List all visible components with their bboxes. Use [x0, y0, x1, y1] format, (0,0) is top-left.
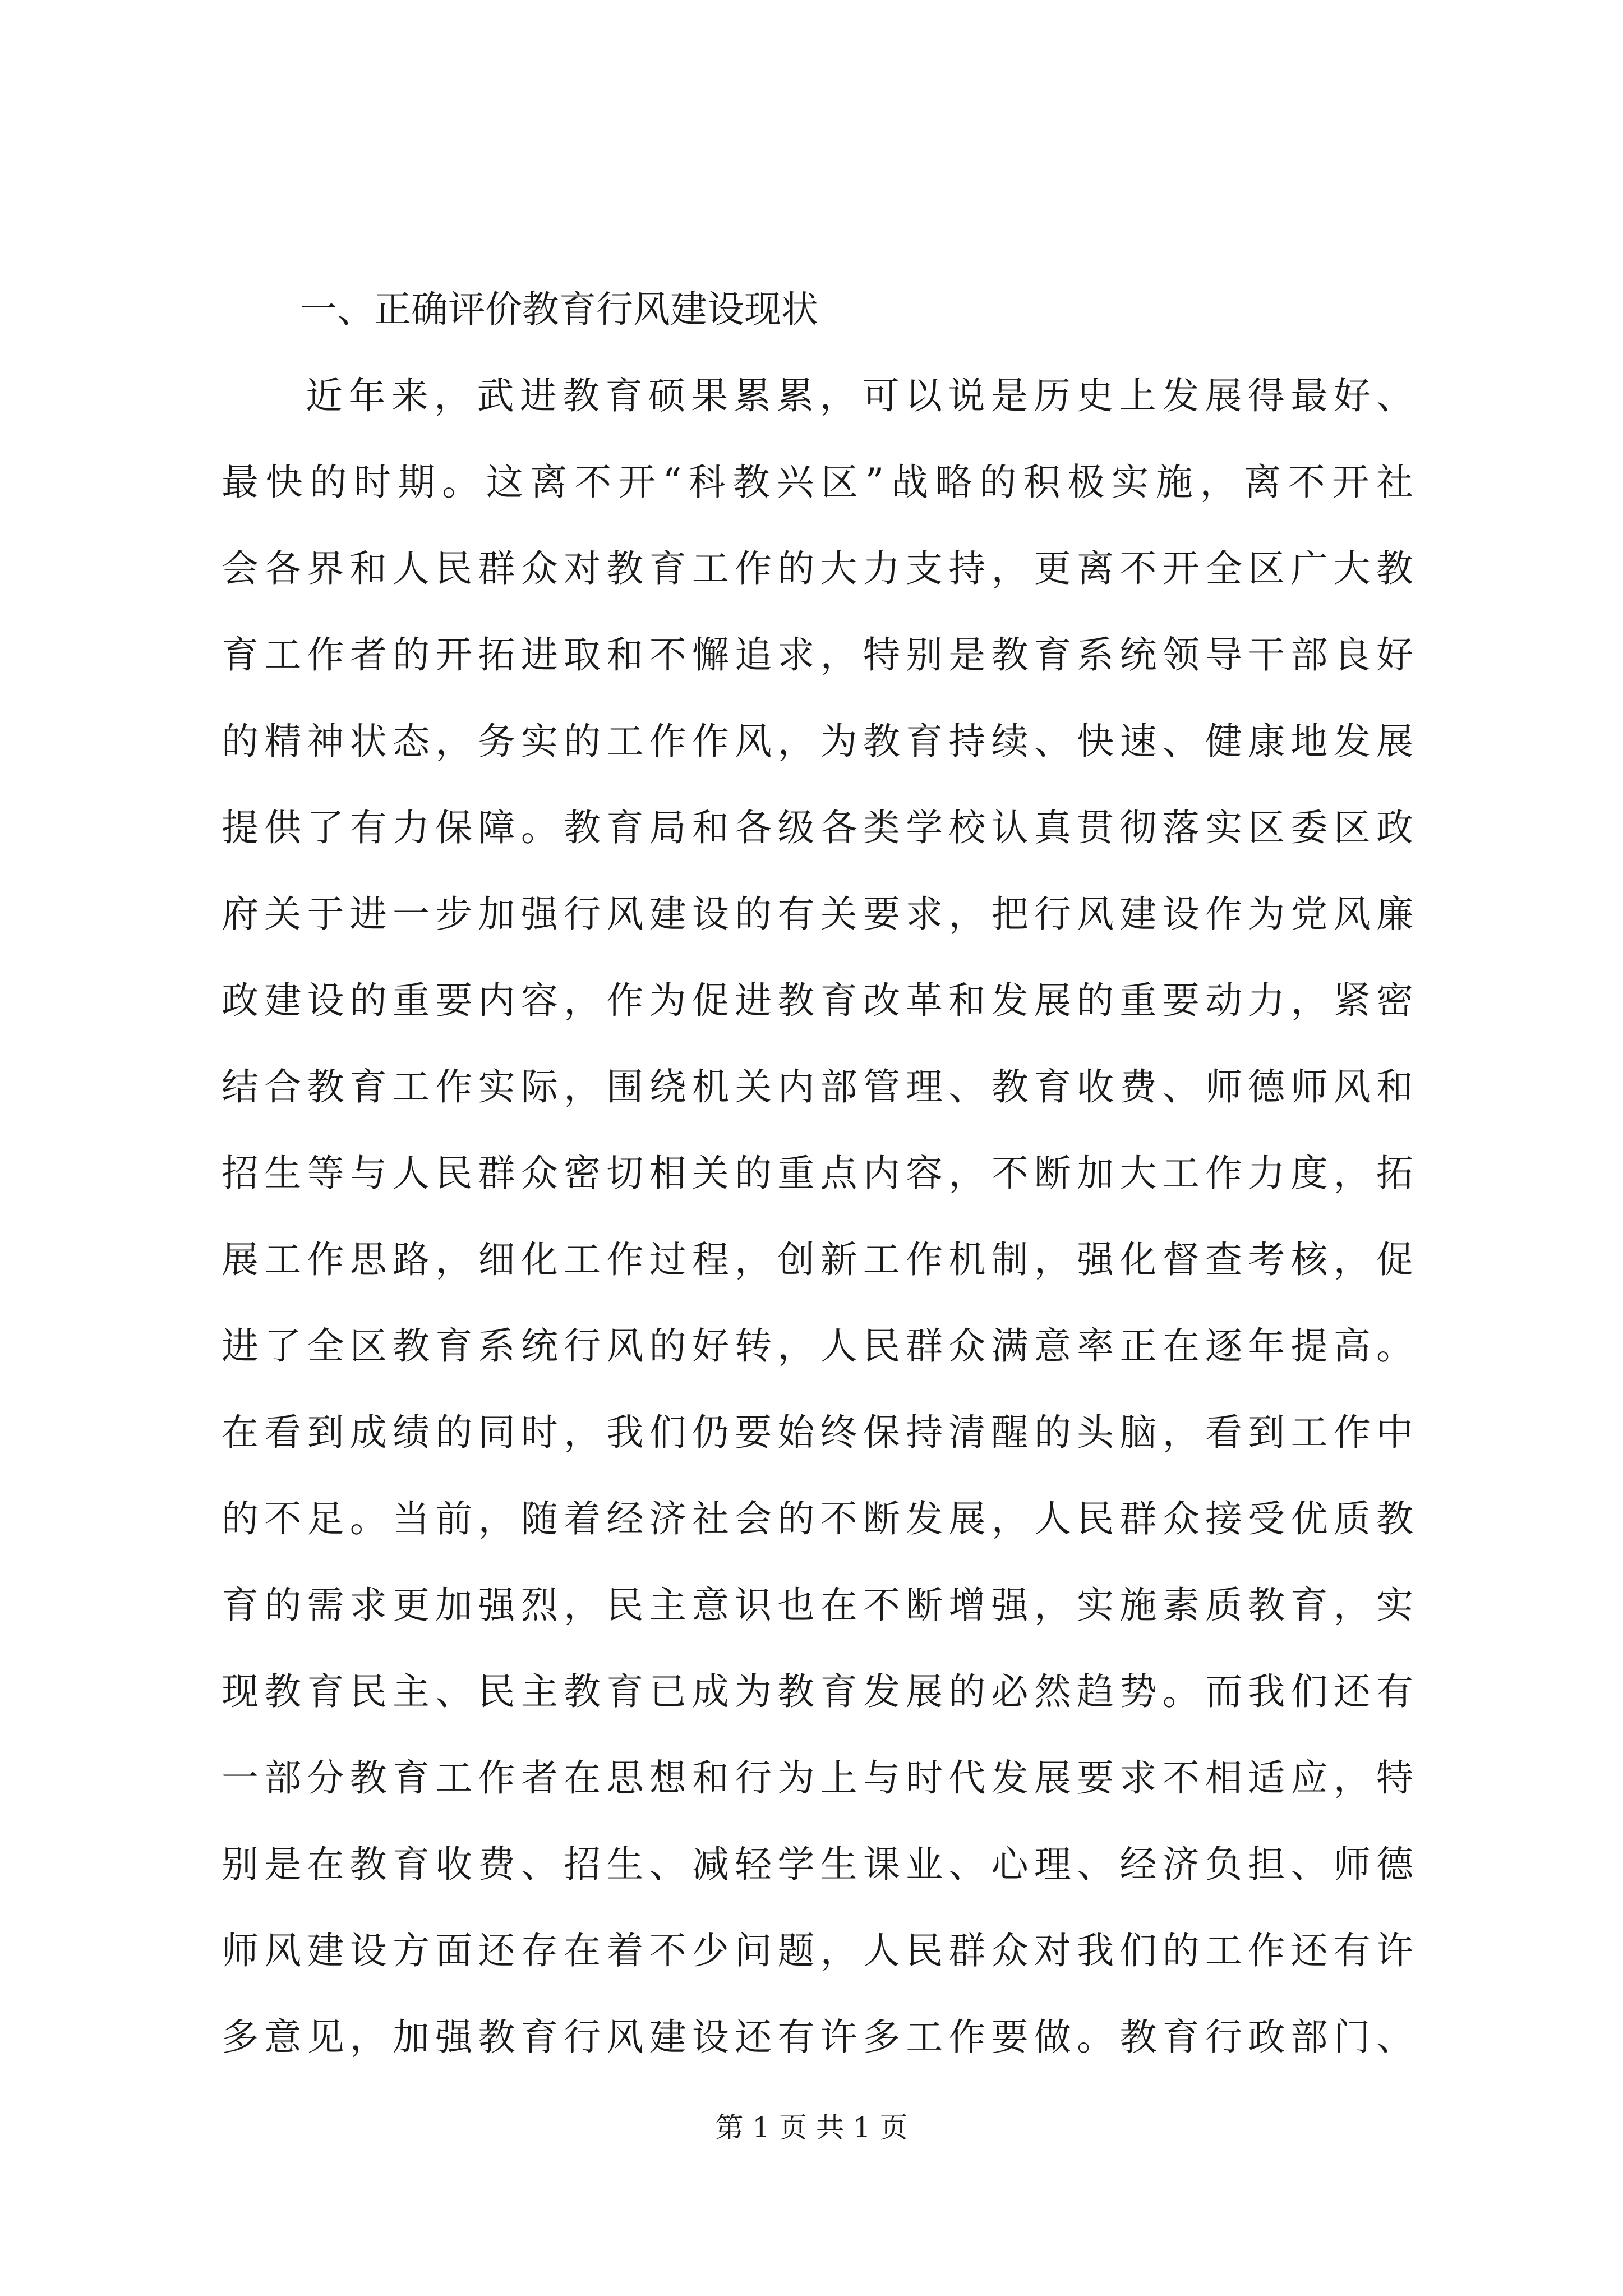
paragraph-line: 政建设的重要内容，作为促进教育改革和发展的重要动力，紧密	[222, 979, 1413, 1022]
page-footer: 第 1 页 共 1 页	[715, 2111, 908, 2144]
paragraph-line: 近年来，武进教育硕果累累，可以说是历史上发展得最好、	[306, 374, 1413, 417]
paragraph-line: 在看到成绩的同时，我们仍要始终保持清醒的头脑，看到工作中	[222, 1411, 1413, 1454]
paragraph-line: 育工作者的开拓进取和不懈追求，特别是教育系统领导干部良好	[222, 633, 1413, 677]
paragraph-line: 提供了有力保障。教育局和各级各类学校认真贯彻落实区委区政	[222, 806, 1413, 849]
paragraph-line: 育的需求更加强烈，民主意识也在不断增强，实施素质教育，实	[222, 1584, 1413, 1627]
section-heading: 一、正确评价教育行风建设现状	[300, 288, 818, 331]
document-body	[222, 266, 1413, 2081]
paragraph-line: 别是在教育收费、招生、减轻学生课业、心理、经济负担、师德	[222, 1843, 1413, 1886]
paragraph-line: 会各界和人民群众对教育工作的大力支持，更离不开全区广大教	[222, 547, 1413, 590]
paragraph-line: 现教育民主、民主教育已成为教育发展的必然趋势。而我们还有	[222, 1670, 1413, 1713]
paragraph-line: 进了全区教育系统行风的好转，人民群众满意率正在逐年提高。	[222, 1324, 1413, 1368]
paragraph-line: 招生等与人民群众密切相关的重点内容，不断加大工作力度，拓	[222, 1152, 1413, 1195]
paragraph-line: 师风建设方面还存在着不少问题，人民群众对我们的工作还有许	[222, 1929, 1413, 1972]
paragraph-line: 多意见，加强教育行风建设还有许多工作要做。教育行政部门、	[222, 2016, 1413, 2059]
paragraph-line: 府关于进一步加强行风建设的有关要求，把行风建设作为党风廉	[222, 892, 1413, 936]
paragraph-line: 最快的时期。这离不开“科教兴区”战略的积极实施，离不开社	[222, 461, 1413, 504]
paragraph-line: 的精神状态，务实的工作作风，为教育持续、快速、健康地发展	[222, 720, 1413, 763]
paragraph-line: 的不足。当前，随着经济社会的不断发展，人民群众接受优质教	[222, 1497, 1413, 1540]
paragraph-line: 结合教育工作实际，围绕机关内部管理、教育收费、师德师风和	[222, 1065, 1413, 1108]
paragraph-line: 一部分教育工作者在思想和行为上与时代发展要求不相适应，特	[222, 1756, 1413, 1800]
paragraph-line: 展工作思路，细化工作过程，创新工作机制，强化督查考核，促	[222, 1238, 1413, 1281]
